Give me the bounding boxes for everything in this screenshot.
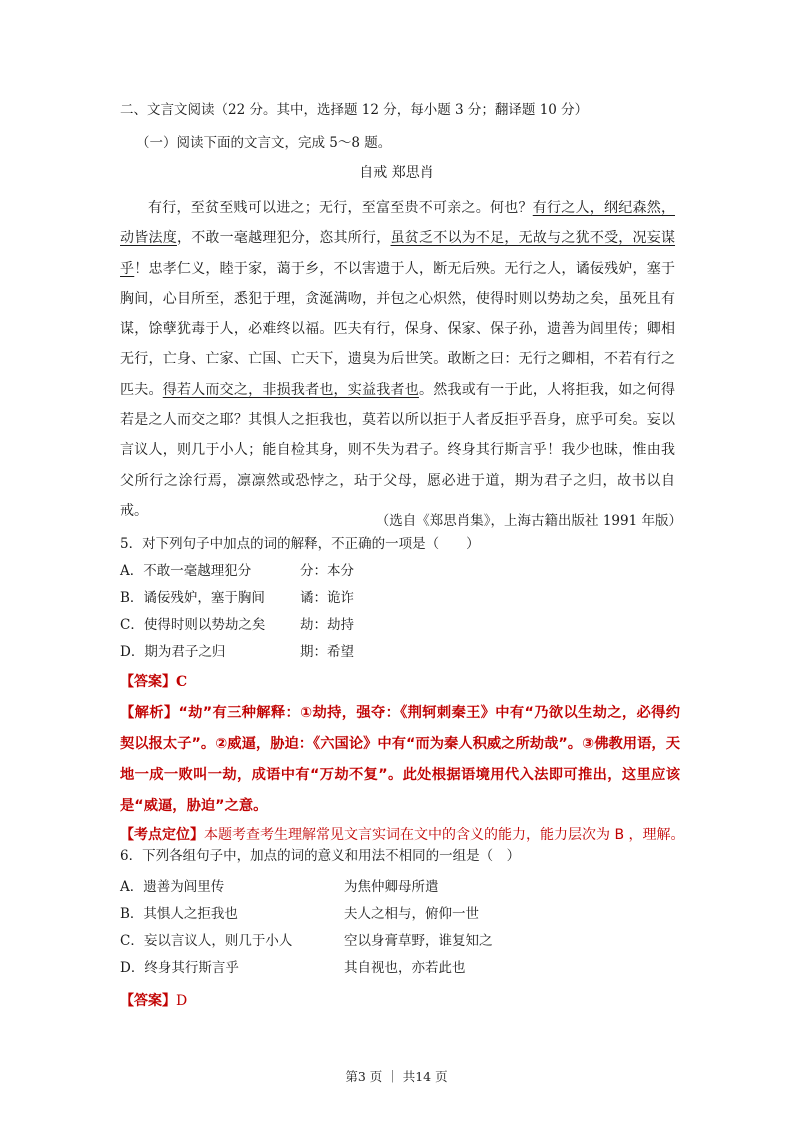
q5-answer [120,671,187,691]
q5-point [120,824,685,844]
passage-title: 自戒 郑思肖 [359,165,434,181]
q5-option-a [120,561,354,581]
section-subheading: （一）阅读下面的文言文，完成 5～8 题。 [136,135,392,151]
passage-text-1: 有行，至贫至贱可以进之；无行，至富至贵不可亲之。何也？ [148,200,533,216]
q5-point-text: 本题考查考生理解常见文言实词在文中的含义的能力，能力层次为 B ，理解。 [204,827,685,843]
q5-option-d-sentence: D．期为君子之归 [120,644,226,660]
q5-option-c-sentence: C．使得时则以势劫之矣 [120,617,266,633]
q6-option-a [120,877,439,897]
passage-text-2: ，不敢一毫越理犯分，恣其所行， [176,230,391,247]
q5-analysis [120,698,680,822]
q6-answer [120,990,187,1010]
q6-answer-label: 【答案】 [120,993,176,1009]
q6-option-b-right: 夫人之相与，俯仰一世 [344,906,479,922]
q5-option-c [120,615,354,635]
q6-option-b [120,904,479,924]
q5-analysis-text: “劫”有三种解释：①劫持，强夺：《荆轲刺秦王》中有“乃欲以生劫之，必得约契以报太子”。②威逼，胁迫：《六国论》中有“而为秦人积威之所劫哉”。③佛教用语，天地一成一败叫一劫，成语中有“万劫不复”。此处根据语境用代入法即可推出，这里应该是“威逼，胁迫”之意。 [120,705,681,814]
section-heading: 二、文言文阅读（22 分。其中，选择题 12 分，每小题 3 分；翻译题 10 分） [120,102,589,118]
q6-stem: 6．下列各组句子中，加点的词的意义和用法不相同的一组是（ ） [120,848,521,864]
q6-option-c [120,931,493,951]
passage-body [120,193,675,526]
q5-option-d [120,642,354,662]
q5-option-b [120,588,354,608]
q5-option-c-gloss: 劫：劫持 [300,617,354,633]
passage-text-3: ！忠孝仁义，睦于家，蔼于乡，不以害遗于人，断无后殃。无行之人，谲佞残妒，塞于胸间，心目所至，悉犯于理，贪涎满吻，并包之心炽然，使得时则以势劫之矣，虽死且有谋，馀孽犹毒于人，必难终以福。匹夫有行，保身、保家、保子孙，遗善为闾里传；卿相无行，亡身、亡家、亡国、亡天下，遗臭为后世笑。敢断之曰：无行之卿相，不若有行之匹夫。 [120,260,676,398]
q5-option-d-gloss: 期：希望 [300,644,354,660]
passage-text-4: 。然我或有一于此，人将拒我，如之何得若是之人而交之耶？其惧人之拒我也，莫若以所以拒于人者反拒乎吾身，庶乎可矣。妄以言议人，则几于小人；能自检其身，则不失为君子。终身其行斯言乎！我少也昧，惟由我父所行之涂行焉，凛凛然或恐悖之，玷于父母，愿必进于道，期为君子之归，故书以自戒。 [120,381,676,519]
q6-option-a-left: A．遗善为闾里传 [120,879,225,895]
q5-answer-label: 【答案】 [120,674,176,690]
underlined-sentence-1: 有行之人，纲纪森然，动皆法度 [120,200,675,247]
page-footer: 第3 页 ｜ 共14 页 [345,1069,448,1084]
q5-option-b-sentence: B．谲佞残妒，塞于胸间 [120,590,265,606]
underlined-sentence-2: 虽贫乏不以为不足，无故与之犹不受，况妄谋乎 [120,230,676,277]
q6-option-b-left: B．其惧人之拒我也 [120,906,238,922]
q5-answer-value: C [176,674,188,690]
q5-point-label: 【考点定位】 [120,827,204,843]
q5-option-a-gloss: 分：本分 [300,563,354,579]
passage-source: （选自《郑思肖集》，上海古籍出版社 1991 年版） [375,513,682,529]
q6-option-d-left: D．终身其行斯言乎 [120,960,239,976]
q6-option-c-right: 空以身膏草野，谁复知之 [344,933,493,949]
q5-analysis-label: 【解析】 [120,705,179,721]
q6-answer-value: D [176,993,188,1009]
q6-option-c-left: C．妄以言议人，则几于小人 [120,933,293,949]
q5-stem: 5．对下列句子中加点的词的解释，不正确的一项是（ ） [120,536,480,552]
q6-option-d-right: 其自视也，亦若此也 [344,960,466,976]
q5-option-b-gloss: 谲：诡诈 [300,590,354,606]
q6-option-a-right: 为焦仲卿母所遣 [344,879,439,895]
q5-option-a-sentence: A．不敢一毫越理犯分 [120,563,252,579]
q6-option-d [120,958,466,978]
underlined-sentence-3: 得若人而交之，非损我者也，实益我者也 [162,381,419,398]
